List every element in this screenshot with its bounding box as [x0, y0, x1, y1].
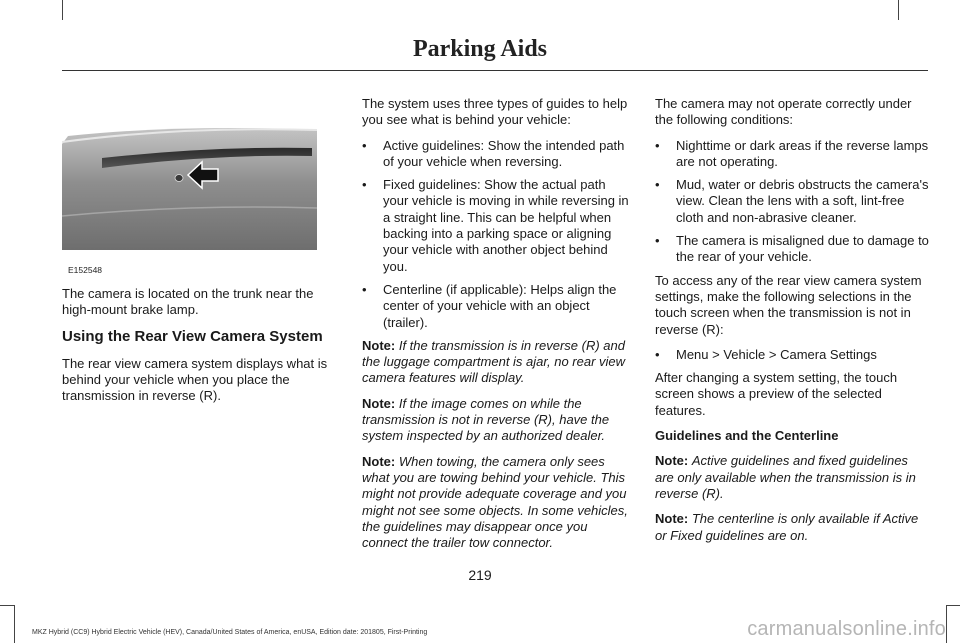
list-item: • Mud, water or debris obstructs the camera's view. Clean the lens with a soft, lint-free cloth and non-abrasive cleaner.	[655, 177, 930, 226]
section-heading: Using the Rear View Camera System	[62, 327, 323, 345]
page-title: Parking Aids	[412, 36, 548, 62]
body-paragraph: To access any of the rear view camera system settings, make the following selections in the touch screen when the transmission is not in reverse (R):	[655, 272, 922, 337]
camera-location-figure	[62, 96, 317, 275]
crop-mark	[0, 605, 14, 606]
body-paragraph: The system uses three types of guides to help you see what is behind your vehicle:	[362, 96, 628, 128]
guides-list	[362, 138, 634, 331]
page-number: 219	[468, 567, 492, 583]
note	[655, 453, 930, 502]
note-text: If the image comes on while the transmission is not in reverse (R), have the system inspected by an authorized dealer.	[362, 395, 610, 444]
note-label: Note:	[655, 453, 689, 469]
crop-mark	[62, 0, 63, 20]
crop-mark	[898, 0, 899, 20]
note	[655, 511, 930, 544]
body-paragraph: The camera may not operate correctly under the following conditions:	[655, 96, 912, 128]
note-label: Note:	[655, 511, 689, 527]
edition-footer: MKZ Hybrid (CC9) Hybrid Electric Vehicle (HEV), Canada/United States of America, enUSA, Edition date: 201805, First-Printing	[32, 629, 428, 636]
column-1	[62, 96, 334, 413]
menu-path: • Menu > Vehicle > Camera Settings	[655, 347, 930, 363]
figure-caption: The camera is located on the trunk near the high-mount brake lamp.	[62, 286, 314, 318]
body-paragraph: After changing a system setting, the touch screen shows a preview of the selected features.	[655, 370, 898, 418]
crop-mark	[14, 605, 15, 643]
figure-id: E152548	[68, 265, 103, 275]
column-3	[655, 96, 930, 553]
note-label: Note:	[362, 453, 396, 469]
list-item: • The camera is misaligned due to damage to the rear of your vehicle.	[655, 233, 930, 266]
header-divider	[62, 70, 928, 71]
note-text: If the transmission is in reverse (R) and the luggage compartment is ajar, no rear view camera features will display.	[362, 337, 626, 386]
list-item: • Fixed guidelines: Show the actual path your vehicle is moving in while reversing in a straight line. This can be helpful when backing into a parking space or aligning your vehicle with another object behind you.	[362, 177, 634, 275]
section-heading: Guidelines and the Centerline	[655, 428, 839, 444]
watermark: carmanualsonline.info	[747, 618, 946, 640]
list-item: • Centerline (if applicable): Helps align the center of your vehicle with an object (trailer).	[362, 282, 634, 331]
list-item: • Nighttime or dark areas if the reverse lamps are not operating.	[655, 138, 930, 171]
crop-mark	[946, 605, 960, 606]
body-paragraph: The rear view camera system displays what is behind your vehicle when you place the transmission in reverse (R).	[62, 355, 328, 404]
note-label: Note:	[362, 395, 396, 411]
note-label: Note:	[362, 337, 396, 353]
menu-path-list	[655, 347, 930, 363]
note-text: When towing, the camera only sees what you are towing behind your vehicle. This might not provide adequate coverage and you might not see some objects. In some vehicles, the guidelines may disappear once you connect the trailer tow connector.	[362, 453, 628, 551]
crop-mark	[946, 605, 947, 643]
note	[362, 338, 634, 387]
list-item: • Active guidelines: Show the intended path of your vehicle when reversing.	[362, 138, 634, 171]
note	[362, 454, 634, 552]
arrow-left-icon	[186, 160, 220, 190]
note-text: Active guidelines and fixed guidelines are only available when the transmission is in reverse (R).	[655, 453, 916, 501]
conditions-list	[655, 138, 930, 266]
note	[362, 396, 634, 445]
column-2	[362, 96, 634, 560]
note-text: The centerline is only available if Active or Fixed guidelines are on.	[655, 511, 919, 543]
